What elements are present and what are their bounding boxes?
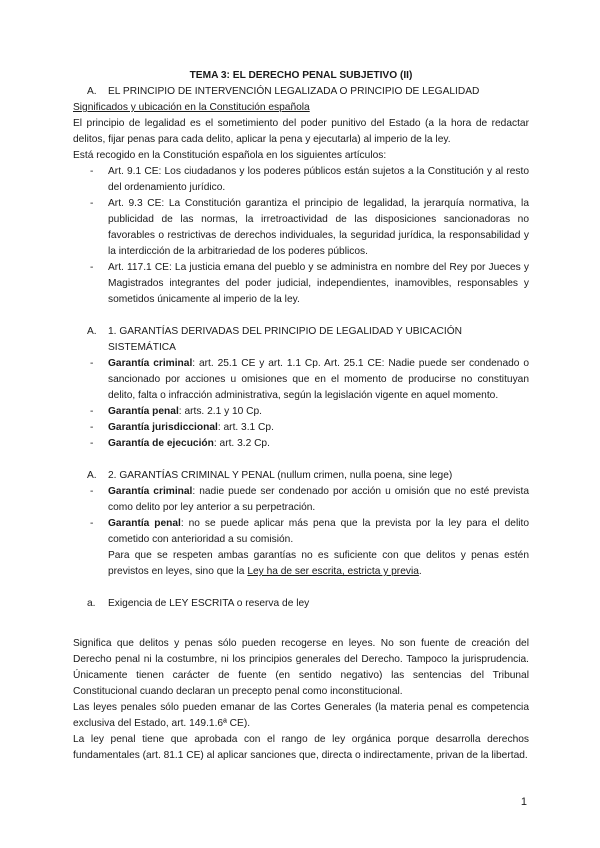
section-label: A. [87,86,97,97]
section-a1-heading [73,324,529,356]
body-paragraph-2: Las leyes penales sólo pueden emanar de las Cortes Generales (la materia penal es competencia exclusiva del Estado, art. 149.1.6ª CE). [73,702,529,729]
guarantee-term: Garantía criminal [108,486,193,497]
guarantee-term: Garantía penal [108,518,181,529]
list-item: - Art. 9.1 CE: Los ciudadanos y los poderes públicos están sujetos a la Constitución y al resto del ordenamiento jurídico. [73,164,529,196]
section-a-small-heading [73,596,529,612]
page-number: 1 [520,796,527,808]
guarantee-text: : art. 3.2 Cp. [213,438,270,449]
guarantee-term: Garantía penal [108,406,179,417]
list-item [73,484,529,516]
intro-paragraph-2: Está recogido en la Constitución española en los siguientes artículos: [73,150,387,161]
list-item: - Art. 9.3 CE: La Constitución garantiza el principio de legalidad, la jerarquía normativa, la publicidad de las normas, la irretroactividad de las disposiciones sancionadoras no favorables o restrictivas de derechos individuales, la seguridad jurídica, la responsabilidad y la interdicción de la arbitrariedad de los poderes públicos. [73,196,529,260]
intro-paragraph-1: El principio de legalidad es el sometimiento del poder punitivo del Estado (a la hora de redactar delitos, fijar penas para cada delito, aplicar la pena y ejecutarla) al imperio de la ley. [73,118,529,145]
guarantee-text: : art. 25.1 CE y art. 1.1 Cp. Art. 25.1 CE: Nadie puede ser condenado o sancionado por acciones u omisiones que en el momento de producirse no constituyan delito, falta o infracción administrativa, según la legislación vigente en aquel momento. [108,358,529,401]
body-paragraph-1: Significa que delitos y penas sólo pueden recogerse en leyes. No son fuente de creación del Derecho penal ni la costumbre, ni los principios generales del Derecho. Tampoco la jurisprudencia. Únicamente tienen carácter de fuente (en sentido negativo) las sentencias del Tribunal Constitucional cuando declaran un precepto penal como inconstitucional. [73,638,529,697]
note-paragraph [73,548,529,580]
list-item [73,404,529,420]
subheading: Significados y ubicación en la Constitución española [73,102,310,113]
guarantee-term: Garantía criminal [108,358,193,369]
guarantee-text: : nadie puede ser condenado por acción u omisión que no esté prevista como delito por ley anterior a su perpetración. [108,486,530,513]
section-label: A. [87,470,97,481]
document-body [73,68,529,764]
note-underlined: Ley ha de ser escrita, estricta y previa [247,566,419,577]
section-label: A. [87,326,97,337]
list-item [73,356,529,404]
section-heading-text: 2. GARANTÍAS CRIMINAL Y PENAL (nullum crimen, nulla poena, sine lege) [108,470,453,481]
guarantee-text: : arts. 2.1 y 10 Cp. [178,406,263,417]
body-paragraph-3: La ley penal tiene que aprobada con el rango de ley orgánica porque desarrolla derechos fundamentales (art. 81.1 CE) al aplicar sanciones que, directa o indirectamente, privan de la libertad. [73,734,529,761]
guarantee-term: Garantía jurisdiccional [108,422,218,433]
list-item [73,516,529,548]
note-text: Para que se respeten ambas garantías no es suficiente con que delitos y penas estén previstos en leyes, sino que la [108,550,529,577]
section-a2-heading [73,468,529,484]
section-heading-text: EL PRINCIPIO DE INTERVENCIÓN LEGALIZADA O PRINCIPIO DE LEGALIDAD [108,86,480,97]
articles-list [73,164,529,308]
guarantee-text: : art. 3.1 Cp. [217,422,274,433]
criminal-penal-list [73,484,529,548]
guarantee-text: : no se puede aplicar más pena que la prevista por la ley para el delito cometido con anterioridad a su comisión. [108,518,529,545]
guarantees-list [73,356,529,452]
note-end: . [418,566,422,577]
section-a-heading [73,84,529,100]
list-item [73,436,529,452]
document-title: TEMA 3: EL DERECHO PENAL SUBJETIVO (II) [189,70,413,81]
list-item [73,420,529,436]
section-label: a. [87,598,96,609]
section-heading-text: 1. GARANTÍAS DERIVADAS DEL PRINCIPIO DE LEGALIDAD Y UBICACIÓN SISTEMÁTICA [108,326,463,353]
section-heading-text: Exigencia de LEY ESCRITA o reserva de ley [108,598,310,609]
list-item: - Art. 117.1 CE: La justicia emana del pueblo y se administra en nombre del Rey por Jueces y Magistrados integrantes del poder judicial, independientes, inamovibles, responsables y sometidos únicamente al imperio de la ley. [73,260,529,308]
guarantee-term: Garantía de ejecución [108,438,214,449]
